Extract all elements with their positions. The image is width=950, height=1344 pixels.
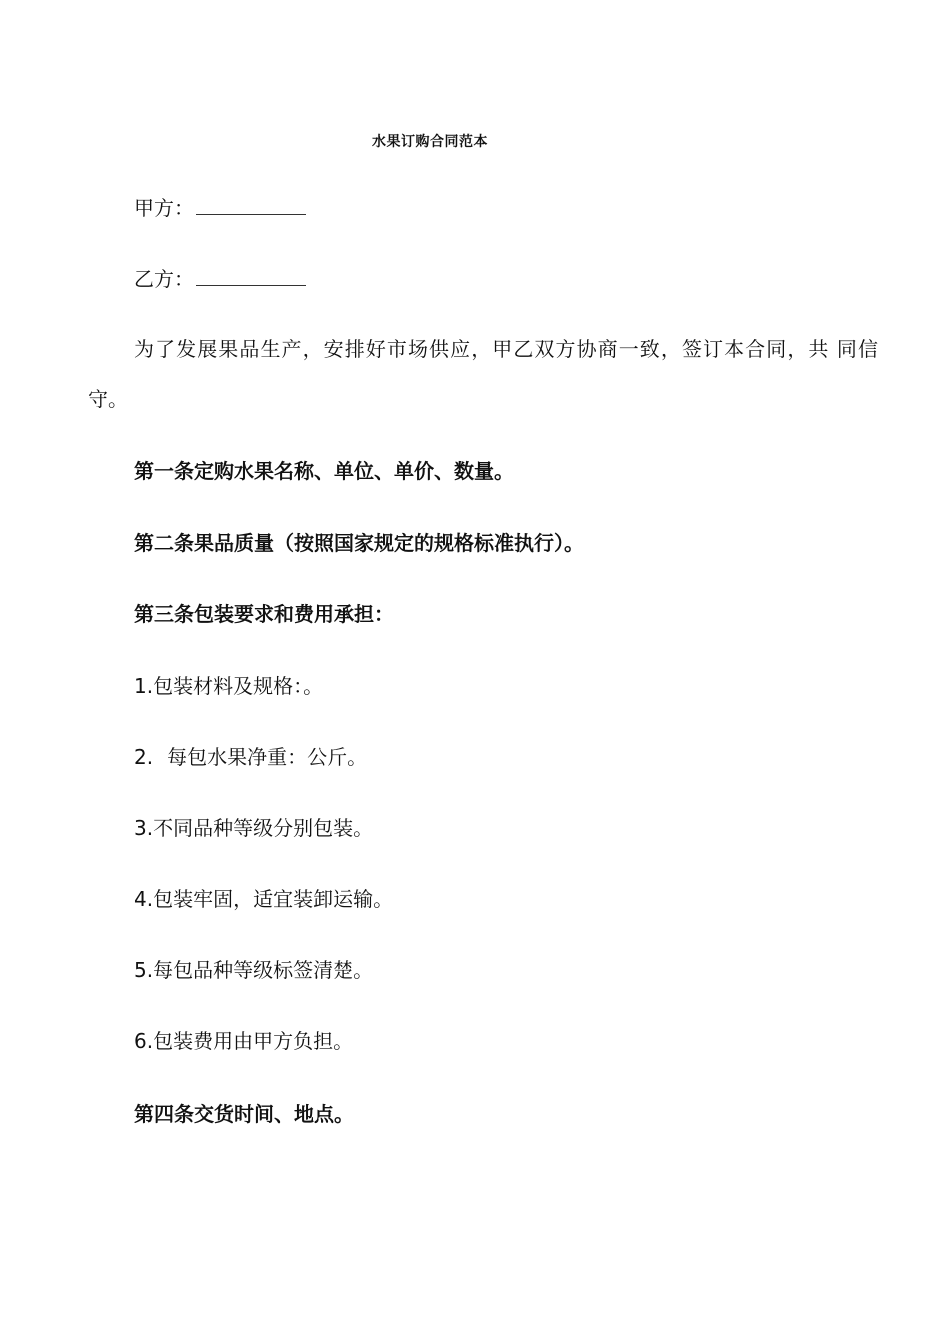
article-2-heading: 第二条果品质量（按照国家规定的规格标准执行）。	[134, 531, 584, 555]
list-item-text: 包装材料及规格：。	[153, 674, 324, 698]
article-3-heading: 第三条包装要求和费用承担：	[134, 602, 394, 626]
list-item-number: 3.	[134, 816, 154, 840]
party-b-line	[134, 265, 306, 293]
party-a-blank	[196, 194, 306, 215]
list-item-text: 每包水果净重：公斤。	[167, 745, 368, 769]
list-item-number: 2.	[134, 745, 154, 769]
list-item	[134, 743, 367, 771]
article-1-heading: 第一条定购水果名称、单位、单价、数量。	[134, 459, 514, 483]
list-item-text: 每包品种等级标签清楚。	[153, 958, 374, 982]
party-a-line	[134, 194, 306, 222]
list-item-number: 5.	[134, 958, 154, 982]
list-item-number: 1.	[134, 674, 154, 698]
list-item	[134, 814, 373, 842]
list-item-text: 不同品种等级分别包装。	[153, 816, 374, 840]
list-item	[134, 1027, 353, 1055]
list-item-text: 包装费用由甲方负担。	[153, 1029, 354, 1053]
article-4-heading: 第四条交货时间、地点。	[134, 1102, 354, 1126]
party-b-label: 乙方：	[134, 267, 194, 291]
list-item	[134, 672, 323, 700]
party-a-label: 甲方：	[134, 196, 194, 220]
intro-paragraph: 为了发展果品生产，安排好市场供应，甲乙双方协商一致，签订本合同，共 同信守。	[88, 337, 878, 411]
list-item	[134, 885, 393, 913]
list-item-text: 包装牢固，适宜装卸运输。	[153, 887, 394, 911]
list-item-number: 4.	[134, 887, 154, 911]
list-item	[134, 956, 373, 984]
document-title: 水果订购合同范本	[372, 134, 488, 150]
party-b-blank	[196, 265, 306, 286]
list-item-number: 6.	[134, 1029, 154, 1053]
